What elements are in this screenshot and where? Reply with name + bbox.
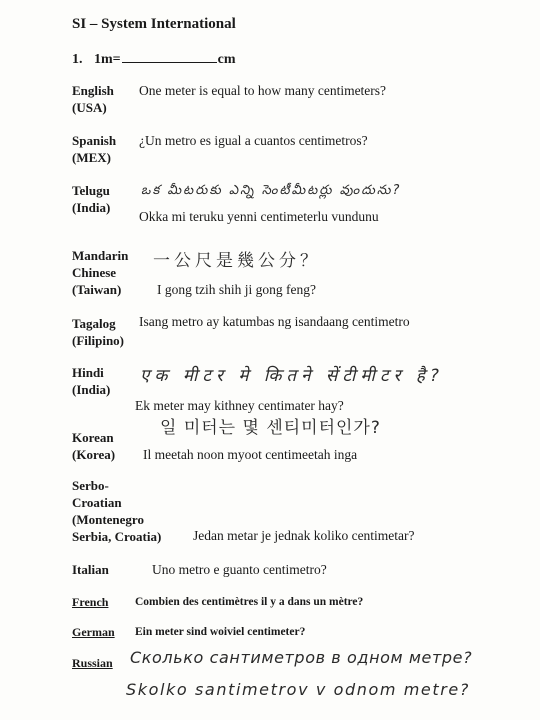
text-spanish: ¿Un metro es igual a cuantos centimetros? <box>139 133 368 148</box>
answer-blank[interactable] <box>122 50 217 63</box>
text-hindi: Ek meter may kithney centimater hay? <box>135 398 344 413</box>
lang-french: French <box>72 595 109 609</box>
text-italian: Uno metro e guanto centimetro? <box>152 562 327 577</box>
text-russian: Skolko santimetrov v odnom metre? <box>126 680 470 699</box>
lang-telugu: Telugu (India) <box>72 183 111 215</box>
lang-italian: Italian <box>72 562 109 577</box>
script-hindi: एक मीटर मे कितने सेंटीमीटर है? <box>140 366 444 386</box>
lang-german: German <box>72 625 115 639</box>
question-unit: cm <box>217 52 236 67</box>
script-telugu: ఒక మీటరుకు ఎన్ని సెంటీమీటర్లు వుందును? <box>141 183 402 198</box>
lang-serbo-croatian: Serbo- Croatian (Montenegro Serbia, Croatia) <box>72 478 162 544</box>
script-russian: Сколько сантиметров в одном метре? <box>130 648 473 667</box>
lang-tagalog: Tagalog (Filipino) <box>72 316 125 348</box>
lang-korean: Korean (Korea) <box>72 430 116 462</box>
question-line <box>72 50 236 68</box>
text-tagalog: Isang metro ay katumbas ng isandaang centimetro <box>139 314 410 329</box>
lang-mandarin: Mandarin Chinese (Taiwan) <box>72 248 129 297</box>
text-telugu: Okka mi teruku yenni centimeterlu vundunu <box>139 209 379 224</box>
text-mandarin: I gong tzih shih ji gong feng? <box>157 282 316 297</box>
text-english: One meter is equal to how many centimeters? <box>139 83 387 98</box>
question-number: 1. <box>72 52 83 67</box>
lang-spanish: Spanish (MEX) <box>72 133 117 165</box>
text-serbo-croatian: Jedan metar je jednak koliko centimetar? <box>193 528 415 543</box>
lang-russian: Russian <box>72 656 113 670</box>
script-korean: 일 미터는 몇 센티미터인가? <box>160 418 381 438</box>
question-lead: 1m= <box>94 52 121 67</box>
script-mandarin: 一公尺是幾公分？ <box>153 251 321 271</box>
page-title: SI – System International <box>72 16 236 32</box>
lang-english: English (USA) <box>72 83 114 115</box>
text-korean: Il meetah noon myoot centimeetah inga <box>143 447 358 462</box>
text-french: Combien des centimètres il y a dans un mètre? <box>135 596 364 608</box>
text-german: Ein meter sind woiviel centimeter? <box>135 626 306 638</box>
lang-hindi: Hindi (India) <box>72 365 111 397</box>
